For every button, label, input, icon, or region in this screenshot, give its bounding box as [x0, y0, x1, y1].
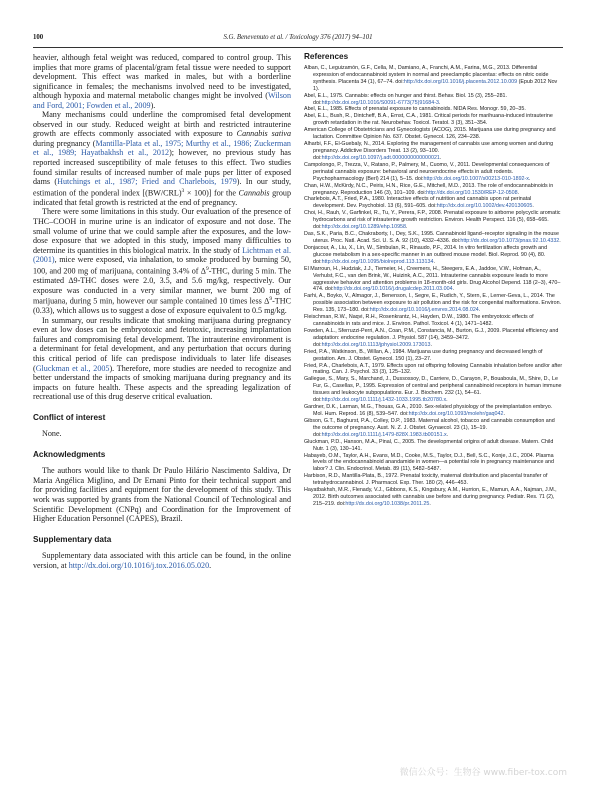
reference-tail: . [478, 307, 481, 314]
reference-text: Chan, H.W., McKirdy, N.C., Peiris, H.N., Rice, G.E., Mitchell, M.D., 2013. The role of endocannabinoids in pregnancy. Reproduction 146 (3), 101–109. doi: [304, 182, 554, 196]
reference-text: American College of Obstetricians and Gynecologists (ACOG), 2015. Marijuana use during pregnancy and lactation. Committee Opinion No. 637. Obstet. Gynecol. 126, 234–238. [304, 127, 556, 141]
reference-item [304, 487, 563, 508]
text-run: None. [42, 429, 62, 439]
reference-item [304, 106, 563, 113]
reference-text: Hayatbakhsh, M.R., Flenady, V.J., Gibbons, K.S., Kingsbury, A.M., Hurrion, E., Mamun, A.A., Najman, J.M., 2012. Birth outcomes associated with cannabis use before and during pregnancy. Pediatr. Res. 71 (2), 215–219. doi: [304, 487, 557, 507]
reference-text: Harbison, R.D., Mantilla-Plata, B., 1972. Prenatal toxicity, maternal distribution and placental transfer of tetrahydrocannabinol. J. Pharmacol. Exp. Ther. 180 (2), 446–453. [304, 473, 548, 487]
doi-link[interactable]: http://dx.doi.org/10.1289/ehp.10958 [321, 224, 407, 231]
text-run: group indicated that fetal growth is restricted at the end of pregnancy. [33, 188, 291, 207]
reference-text: Fleischman, R.W., Naqvi, R.H., Rosenkrantz, H., Hayden, D.W., 1980. The embryotoxic effects of cannabinoids in rats and mice. J. Environ. Pathol. Toxicol. 4 (1), 1471–1482. [304, 314, 534, 328]
reference-item [304, 453, 563, 474]
reference-text: Habayeb, O.M., Taylor, A.H., Evans, M.D., Cooke, M.S., Taylor, D.J., Bell, S.C., Konje, J.C., 2004. Plasma levels of the endocannabinoid anandamide in women—a potential role in pregnancy maintenance and labor? J. Clin. Endocrinol. Metab. 89 (11), 5482–5487. [304, 452, 554, 473]
reference-tail: . [559, 237, 561, 244]
text-run: 9 [269, 296, 273, 303]
doi-link[interactable]: http://dx.doi.org/10.1016/j.placenta.2012.10.009 [403, 78, 518, 85]
doi-link[interactable]: http://dx.doi.org/10.1007/s00213-010-1892-x [423, 175, 529, 182]
reference-tail: . [439, 154, 442, 161]
reference-text: Gallegue, S., Mary, S., Marchand, J., Dussossoy, D., Carriere, D., Carayon, P., Bouaboula, M., Shire, D., Le Fur, G., Casellas, P., 1995. Expression of central and peripheral cannabinoid receptors in human immune tissues and leukocyte subpopulations. Eur. J. Biochem. 232 (1), 54–61. doi: [304, 376, 562, 404]
reference-tail: . [430, 341, 432, 348]
text-run: -THC (0.33), which allows us to suggest a dose of exposure equivalent to 0.5 mg/kg. [33, 296, 291, 316]
text-run: -THC, during 5 min. The estimated Δ9-THC doses were 2.0, 3.5, and 5.6 mg/kg, respectively. Our exposure was conducted in a very similar manner, we burnt 200 mg of marijuana, during 5 min, however our sample contained 10 times less Δ [33, 266, 292, 306]
reference-text: Gibson, G.T., Baghurst, P.A., Colley, D.P., 1983. Maternal alcohol, tobacco and cannabis consumption and the outcome of pregnancy. Aust. N. Z. J. Obstet. Gynaecol. 23 (1), 15–19. doi: [304, 417, 555, 438]
reference-item [304, 127, 563, 141]
references-column [304, 53, 563, 508]
reference-tail: . [503, 411, 505, 418]
doi-link[interactable]: http://dx.doi.org/10.1530/REP-12-0508 [426, 189, 518, 196]
reference-text: Abel, E.L., Bush, R., Dintcheff, B.A., Ernst, C.A., 1981. Critical periods for marihuana-induced intrauterine growth retardation in the rat. Neurobehav. Toxicol. Teratol. 3 (3), 351–354. [304, 113, 553, 127]
reference-text: Gardner, D.K., Larman, M.G., Thouas, G.A., 2010. Sex-related physiology of the preimplantation embryo. Mol. Hum. Reprod. 16 (8), 539–547. doi: [304, 404, 553, 418]
citation-link[interactable]: Hutchings et al., 1987; Fried and Charlebois, 1979 [57, 177, 237, 187]
reference-tail: . [528, 175, 531, 182]
reference-tail: . [433, 258, 435, 265]
text-run: during pregnancy ( [33, 138, 96, 148]
text-run: 3 [181, 187, 185, 194]
supplementary-text [33, 551, 291, 570]
doi-link[interactable]: http://dx.doi.org/10.1093/molehr/gaq042 [408, 411, 504, 418]
reference-text: Abel, E.L., 1985. Effects of prenatal exposure to cannabinoids. NIDA Res. Monogr. 59, 20–35. [304, 106, 526, 113]
reference-text: Alharbi, F.F., El-Guebaly, N., 2014. Exploring the management of cannabis use among women and during pregnancy. Addictive Disorders Treat. 13 (2), 93–100. doi: [304, 141, 554, 161]
page-number: 100 [33, 34, 44, 41]
text-run: In summary, our results indicate that smoking marijuana during pregnancy even at low doses can be embryotoxic and fetotoxic, increasing implantation failures and compromising fetal development. The intrauterine environment is a determinant for fetal development, and any perturbation that occurs during this critical period of life can predispose individuals to later life diseases ( [33, 315, 291, 373]
reference-text: Donjacour, A., Liu, X., Lin, W., Simbulan, R., Rinaudo, P.F., 2014. In vitro fertilization affects growth and glucose metabolism in a sex-specific manner in an outbred mouse model. Biol. Reprod. 90 (4), 80. doi: [304, 244, 548, 265]
reference-item [304, 314, 563, 328]
references-heading: References [304, 52, 349, 61]
reference-item [304, 210, 563, 231]
running-header [33, 34, 563, 46]
reference-text: Gluckman, P.D., Hanson, M.A., Pinal, C., 2005. The developmental origins of adult disease. Matern. Child Nutr. 1 (3), 130–141. [304, 438, 554, 452]
reference-text: Abel, E.L., 1975. Cannabis: effects on hunger and thirst. Behav. Biol. 15 (3), 255–281. doi: [304, 92, 507, 106]
reference-tail: . [452, 286, 455, 293]
text-run: Cannabis [238, 188, 270, 198]
text-run: ). [150, 100, 156, 110]
acknowledgments-text [33, 466, 291, 523]
paragraph-summary [33, 316, 291, 402]
reference-text: Fried, P.A., Watkinson, B., Willan, A., 1984. Marijuana use during pregnancy and decreased length of gestation. Am. J. Obstet. Gynecol. 150 (1), 23–27. [304, 348, 543, 362]
doi-link[interactable]: http://dx.doi.org/10.1016/S0091-6773(75)91684-3 [321, 99, 439, 106]
text-run: ). Therefore, more studies are needed to recognize and better understand the impacts of smoking marijuana during pregnancy and its impacts on future health. These aspects and the spreading legalization of recreational use of this drug deserve critical evaluation. [33, 363, 291, 402]
conflict-heading: Conflict of interest [33, 412, 106, 422]
text-run: 9 [205, 265, 209, 272]
supplementary-heading: Supplementary data [33, 534, 112, 544]
reference-text: Fried, P.A., Charlebois, A.T., 1979. Effects upon rat offspring following Cannabis inhalation before and/or after mating. Can. J. Psychol. 33 (3), 125–132. [304, 362, 563, 376]
reference-item [304, 245, 563, 266]
reference-tail: (Epub 2012 Nov 1). [313, 78, 558, 92]
reference-item [304, 363, 563, 377]
left-column [33, 53, 291, 570]
doi-link[interactable]: http://dx.doi.org/10.1113/jphysiol.2009.173013 [321, 341, 431, 348]
text-run: heavier, although fetal weight was reduced, compared to control group. This implies that more grams of placental/gram fetal tissue were needed to support development. This effect was marked in males, but with a borderline significance in females; the mechanisms involved need to be investigated, although hypoxia and maternal metabolic changes might be involved ( [33, 53, 291, 101]
citation-link[interactable]: Wilson and Ford, 2001; Fowden et al., 2009 [33, 91, 291, 110]
doi-link[interactable]: http://dx.doi.org/10.1097/j.adt.0000000000000021 [321, 154, 440, 161]
reference-text: Fowden, A.L., Sferruzzi-Perri, A.N., Coan, P.M., Constancia, M., Burton, G.J., 2009. Placental efficiency and adaptation: endocrine regulation. J. Physiol. 587 (14), 3459–3472. doi: [304, 327, 559, 348]
reference-item [304, 231, 563, 245]
reference-item [304, 439, 563, 453]
doi-link[interactable]: http://dx.doi.org/10.1016/j.envres.2014.08.024 [369, 307, 479, 314]
reference-item [304, 65, 563, 93]
reference-tail: . [517, 189, 520, 196]
paragraph-placenta [33, 53, 291, 110]
citation-link[interactable]: Gluckman et al., 2005 [35, 363, 110, 373]
reference-item [304, 473, 563, 487]
citation-link[interactable]: Mantilla-Plata et al., 1975; Murthy et al., 1986; Zuckerman et al., 1989; Hayatbakhsh et al., 2012 [33, 138, 291, 158]
journal-citation: S.G. Benevenuto et al. / Toxicology 376 (2017) 94–101 [223, 34, 373, 41]
reference-text: Farhi, A., Boyko, V., Almagor, J., Benenson, I., Segre, E., Rudich, Y., Stern, E., Lerner-Geva, L., 2014. The possible association between exposure to air pollution and the risk for congenital malformations. Environ. Res. 135, 173–180. doi: [304, 293, 562, 314]
reference-tail: . [446, 431, 449, 438]
reference-item [304, 404, 563, 418]
citation-link[interactable]: Lichtman et al. (2001) [33, 245, 291, 265]
text-run: Cannabis sativa [236, 129, 291, 139]
text-run: Supplementary data associated with this article can be found, in the online version, at [33, 551, 291, 570]
text-run: ); however, no previous study has reported increased susceptibility of male fetuses to this effect. Two studies found similar results of increased number of male pups per litter of exposed dams ( [33, 148, 291, 187]
reference-item [304, 183, 563, 197]
header-rule [33, 47, 563, 48]
paragraph-limitations [33, 207, 291, 315]
reference-text: Campolongo, P., Trezza, V., Ratano, P., Palmery, M., Cuomo, V., 2011. Developmental consequences of perinatal cannabis exposure: behavioral and neuroendocrine effects in adult rodents. Psychopharmacology (Berl) 214 (1), 5–15. doi: [304, 161, 550, 182]
text-run: ). In our study, estimation of the ponderal index [(BW/CRL) [33, 177, 291, 198]
doi-link[interactable]: http://dx.doi.org/10.1016/j.drugalcdep.2011.03.004 [333, 286, 453, 293]
reference-item [304, 113, 563, 127]
text-run: × 100)] for the [184, 188, 239, 198]
reference-item [304, 418, 563, 439]
citation-link[interactable]: http://dx.doi.org/10.1016/j.tox.2016.05.020 [68, 560, 210, 570]
reference-tail: . [438, 99, 441, 106]
reference-item [304, 266, 563, 294]
reference-item [304, 328, 563, 349]
reference-text: Das, S.K., Paria, B.C., Chakraborty, I., Dey, S.K., 1995. Cannabinoid ligand–receptor signaling in the mouse uterus. Proc. Natl. Acad. Sci. U. S. A. 92 (10), 4332–4336. doi: [304, 231, 559, 244]
conflict-text [33, 429, 291, 439]
text-run: . [209, 560, 212, 570]
reference-tail: . [532, 203, 534, 210]
reference-item [304, 293, 563, 314]
reference-item [304, 141, 563, 162]
reference-item [304, 93, 563, 107]
reference-item [304, 376, 563, 404]
doi-link[interactable]: http://dx.doi.org/10.1038/pr.2011.25 [345, 501, 430, 507]
doi-link[interactable]: http://dx.doi.org/10.1111/j.1432-1033.1995.tb20780.x [321, 397, 447, 404]
doi-link[interactable]: http://dx.doi.org/10.1095/biolreprod.113.113134 [321, 258, 434, 265]
reference-item [304, 349, 563, 363]
text-run: , mice were exposed, via inhalation, to smoke produced by burning 50, 100, and 200 mg of marijuana, containing 3.4% of Δ [33, 255, 291, 276]
reference-list [304, 65, 563, 508]
paragraph-mechanisms [33, 110, 291, 207]
acknowledgments-heading: Acknowledgments [33, 449, 106, 459]
doi-link[interactable]: http://dx.doi.org/10.1111/j.1479-828X.1983.tb00151.x [321, 431, 447, 438]
reference-text: Charlebois, A.T., Fried, P.A., 1980. Interactive effects of nutrition and cannabis upon rat perinatal development. Dev. Psychobiol. 13 (6), 591–605. doi: [304, 196, 532, 210]
reference-tail: . [406, 224, 408, 231]
text-run: The authors would like to thank Dr Paulo Hilário Nascimento Saldiva, Dr Maria Angélica Miglino, and Dr Ernani Pinto for their technical support and for providing facilities and equipment for the development of this study. This work was supported by grants from the National Council of Technological and Scientific Development (CNPq) and Coordination for the Improvement of Higher Education Personnel (CAPES), Brazil. [33, 466, 291, 524]
reference-item [304, 196, 563, 210]
reference-text: Alban, C., Leguizamón, G.F., Cella, M., Damiano, A., Franchi, A.M., Farina, M.G., 2013. Differential expression of endocannabinoid system in normal and preeclamptic placentas: effects on nitric oxide synthesis. Placenta 34 (1), 67–74. doi: [304, 64, 549, 85]
reference-item [304, 162, 563, 183]
doi-link[interactable]: http://dx.doi.org/10.1073/pnas.92.10.4332 [460, 237, 560, 244]
watermark: 微信公众号：生物谷 www.fiber-tox.com [399, 768, 567, 778]
reference-text: Choi, H., Rauh, V., Garfinkel, R., Tu, Y., Perera, F.P., 2008. Prenatal exposure to airborne polycyclic aromatic hydrocarbons and risk of intrauterine growth restriction. Environ. Health Perspect. 116 (5), 658–665. doi: [304, 210, 561, 231]
reference-tail: . [446, 397, 448, 404]
reference-text: El Marroun, H., Hudziak, J.J., Tiemeier, H., Creemers, H., Steegers, E.A., Jaddoe, V.W., Hofman, A., Verhulst, F.C., van den Brink, W., Huizink, A.C., 2011. Intrauterine cannabis exposure leads to more aggressive behavior and attention problems in 18-month-old girls. Drug Alcohol Depend. 118 (2–3), 470–474. doi: [304, 265, 561, 293]
doi-link[interactable]: http://dx.doi.org/10.1002/dev.420130605 [436, 203, 533, 210]
text-run: There were some limitations in this study. Our evaluation of the presence of THC–COOH in murine urine is an indicator of exposure and not dose. The small volume of urine that we could sample after the exposures, and the low-dose exposure that we adopted in this study, imposed many difficulties to determine its quantities in this biological matrix. In the study of [33, 207, 291, 255]
text-run: Many mechanisms could underline the compromised fetal development observed in our study. Reduced weight at birth and restricted intrauterine growth are effects commonly associated with exposure to [33, 110, 291, 139]
reference-tail: . [429, 501, 431, 507]
